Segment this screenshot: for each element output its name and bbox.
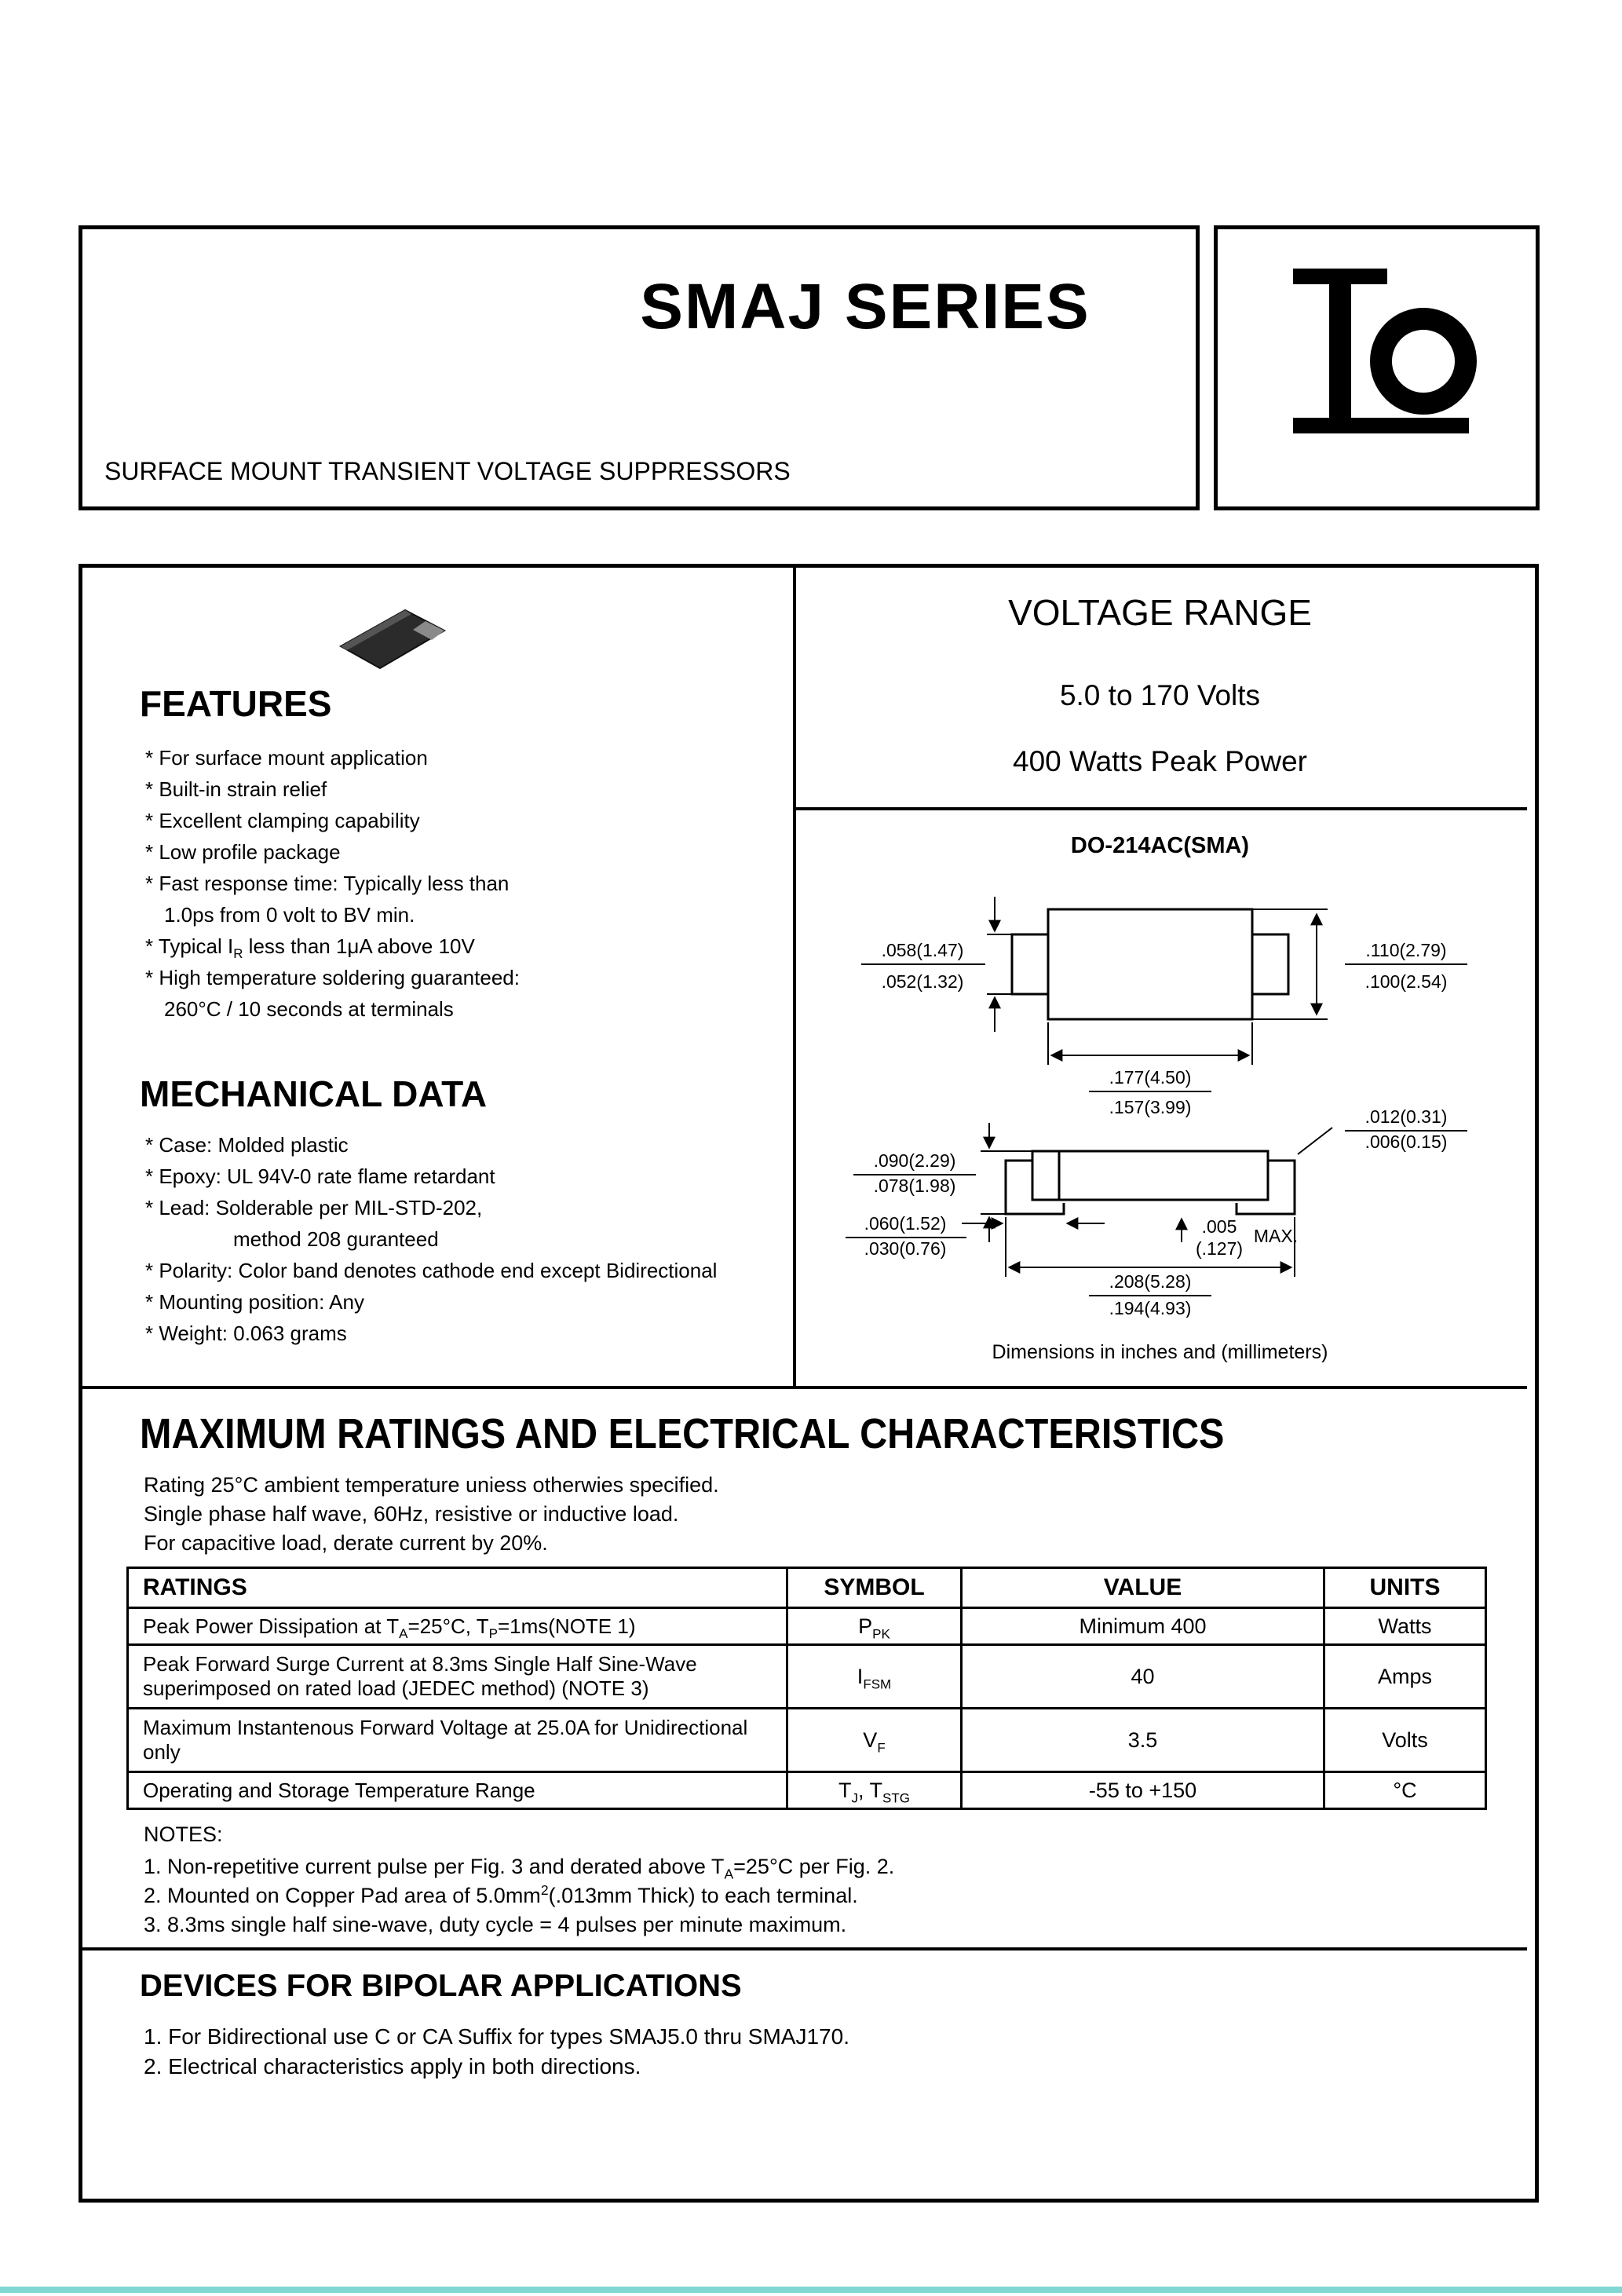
- dim-foot-length-max: .060(1.52): [864, 1213, 947, 1234]
- dim-body-width-max: .177(4.50): [1109, 1067, 1192, 1088]
- cell-units: Amps: [1324, 1645, 1486, 1709]
- table-row: [128, 1608, 1486, 1645]
- mechanical-line: * Case: Molded plastic: [145, 1133, 349, 1157]
- dim-standoff-value: .005: [1201, 1216, 1237, 1237]
- cell-rating: Maximum Instantenous Forward Voltage at 25.0A for Unidirectional only: [128, 1709, 787, 1772]
- note-line: 2. Mounted on Copper Pad area of $5.0mm^2(.013mm$ Thick) to each terminal.: [144, 1882, 858, 1907]
- mechanical-line: * Mounting position: Any: [145, 1290, 364, 1314]
- brand-logo-icon: [1218, 229, 1528, 499]
- condition-line: Rating 25°C ambient temperature uniess otherwies specified.: [144, 1473, 719, 1497]
- bottom-accent-line: [0, 2287, 1622, 2293]
- feature-line: 260°C / 10 seconds at terminals: [164, 997, 454, 1021]
- package-top-view: [861, 897, 1467, 1117]
- ratings-conditions: [144, 1471, 719, 1558]
- cell-units: Volts: [1324, 1709, 1486, 1772]
- notes-title: NOTES:: [144, 1823, 223, 1846]
- cell-rating: Peak Power Dissipation at $T_A=25^\circ C$, $T_P=1ms(NOTE$ 1): [128, 1608, 787, 1645]
- cell-symbol: $T_J$, $T_{STG}$: [787, 1772, 962, 1809]
- condition-line: Single phase half wave, 60Hz, resistive or inductive load.: [144, 1502, 679, 1526]
- dim-body-height-min: .100(2.54): [1364, 971, 1448, 992]
- header-box: [79, 225, 1200, 510]
- bipolar-line: 1. For Bidirectional use C or CA Suffix for types SMAJ5.0 thru SMAJ170.: [144, 2024, 849, 2049]
- feature-line: * Excellent clamping capability: [145, 809, 420, 832]
- feature-line: * Built-in strain relief: [145, 777, 327, 801]
- cell-symbol: $P_{PK}$: [787, 1608, 962, 1645]
- dim-terminal-thickness-min: .006(0.15): [1364, 1132, 1448, 1152]
- col-header-units: UNITS: [1324, 1568, 1486, 1608]
- ratings-title: MAXIMUM RATINGS AND ELECTRICAL CHARACTERISTICS: [140, 1410, 1225, 1457]
- cell-value: 40: [962, 1645, 1324, 1709]
- dim-body-height-max: .110(2.79): [1365, 940, 1447, 960]
- mechanical-line: method 208 guranteed: [233, 1227, 439, 1251]
- cell-value: Minimum 400: [962, 1608, 1324, 1645]
- bipolar-list: [144, 2022, 849, 2082]
- condition-line: For capacitive load, derate current by 20%.: [144, 1531, 548, 1555]
- package-caption: Dimensions in inches and (millimeters): [992, 1341, 1328, 1363]
- feature-line: * For surface mount application: [145, 746, 428, 770]
- bipolar-line: 2. Electrical characteristics apply in both directions.: [144, 2054, 641, 2078]
- doc-title: SMAJ SERIES: [640, 271, 1090, 342]
- dim-terminal-thickness-max: .012(0.31): [1364, 1106, 1448, 1127]
- features-title: FEATURES: [140, 683, 332, 724]
- dim-foot-length-min: .030(0.76): [864, 1238, 947, 1259]
- note-line: 1. Non-repetitive current pulse per Fig. 3 and derated above $T_A=25^\circ C$ per Fig. 2.: [144, 1855, 895, 1882]
- voltage-package-divider: [793, 807, 1527, 810]
- dim-profile-height-max: .090(2.29): [873, 1150, 956, 1171]
- ratings-table: [126, 1567, 1487, 1810]
- section-divider-ratings: [82, 1386, 1527, 1389]
- cell-value: 3.5: [962, 1709, 1324, 1772]
- mechanical-line: * Weight: 0.063 grams: [145, 1322, 347, 1345]
- package-outline-diagram: [813, 878, 1503, 1318]
- feature-line: * Fast response time: Typically less than: [145, 872, 510, 895]
- cell-symbol: $V_F$: [787, 1709, 962, 1772]
- feature-line: 1.0ps from 0 volt to BV min.: [164, 903, 415, 927]
- col-header-ratings: RATINGS: [128, 1568, 787, 1608]
- feature-line: * Low profile package: [145, 840, 341, 864]
- mechanical-line: * Polarity: Color band denotes cathode end except Bidirectional: [145, 1259, 718, 1282]
- cell-symbol: $I_{FSM}$: [787, 1645, 962, 1709]
- note-line: 3. 8.3ms single half sine-wave, duty cycle = 4 pulses per minute maximum.: [144, 1913, 847, 1936]
- ratings-table-header-row: [128, 1568, 1486, 1608]
- table-row: [128, 1772, 1486, 1809]
- dim-standoff-mm: (.127): [1195, 1238, 1244, 1259]
- table-row: [128, 1645, 1486, 1709]
- dim-tab-height-max: .058(1.47): [881, 940, 964, 960]
- mechanical-title: MECHANICAL DATA: [140, 1073, 488, 1114]
- mechanical-line: * Epoxy: UL 94V-0 rate flame retardant: [145, 1164, 495, 1188]
- smd-package-icon: [330, 596, 455, 682]
- feature-line: * High temperature soldering guaranteed:: [145, 966, 520, 989]
- package-name: DO-214AC(SMA): [1070, 833, 1250, 858]
- dim-overall-width-min: .194(4.93): [1109, 1298, 1192, 1318]
- mechanical-line: * Lead: Solderable per MIL-STD-202,: [145, 1196, 483, 1219]
- dim-standoff-max-label: MAX.: [1253, 1226, 1299, 1246]
- voltage-range-title: VOLTAGE RANGE: [1008, 592, 1312, 633]
- package-side-view: [846, 1106, 1467, 1318]
- main-box: [79, 564, 1539, 2203]
- doc-subtitle: SURFACE MOUNT TRANSIENT VOLTAGE SUPPRESSORS: [104, 457, 791, 485]
- notes-list: [144, 1852, 894, 1940]
- feature-line: * Typical $I_R$ less than 1μA above 10V: [145, 934, 475, 962]
- cell-value: -55 to +150: [962, 1772, 1324, 1809]
- dim-overall-width-max: .208(5.28): [1109, 1271, 1192, 1292]
- bipolar-title: DEVICES FOR BIPOLAR APPLICATIONS: [140, 1969, 742, 2003]
- voltage-range-value: 5.0 to 170 Volts: [1059, 679, 1261, 711]
- cell-units: °C: [1324, 1772, 1486, 1809]
- cell-rating: Operating and Storage Temperature Range: [128, 1772, 787, 1809]
- section-divider-bipolar: [82, 1947, 1527, 1951]
- logo-box: [1214, 225, 1540, 510]
- table-row: [128, 1709, 1486, 1772]
- mechanical-list: [145, 1129, 717, 1349]
- dim-tab-height-min: .052(1.32): [881, 971, 964, 992]
- dim-profile-height-min: .078(1.98): [873, 1175, 956, 1196]
- features-list: [145, 742, 520, 1025]
- cell-rating: Peak Forward Surge Current at 8.3ms Single Half Sine-Wave superimposed on rated load (JEDEC method) (NOTE 3): [128, 1645, 787, 1709]
- peak-power-value: 400 Watts Peak Power: [1013, 745, 1307, 777]
- dim-body-width-min: .157(3.99): [1109, 1097, 1192, 1117]
- col-header-symbol: SYMBOL: [787, 1568, 962, 1608]
- col-header-value: VALUE: [962, 1568, 1324, 1608]
- cell-units: Watts: [1324, 1608, 1486, 1645]
